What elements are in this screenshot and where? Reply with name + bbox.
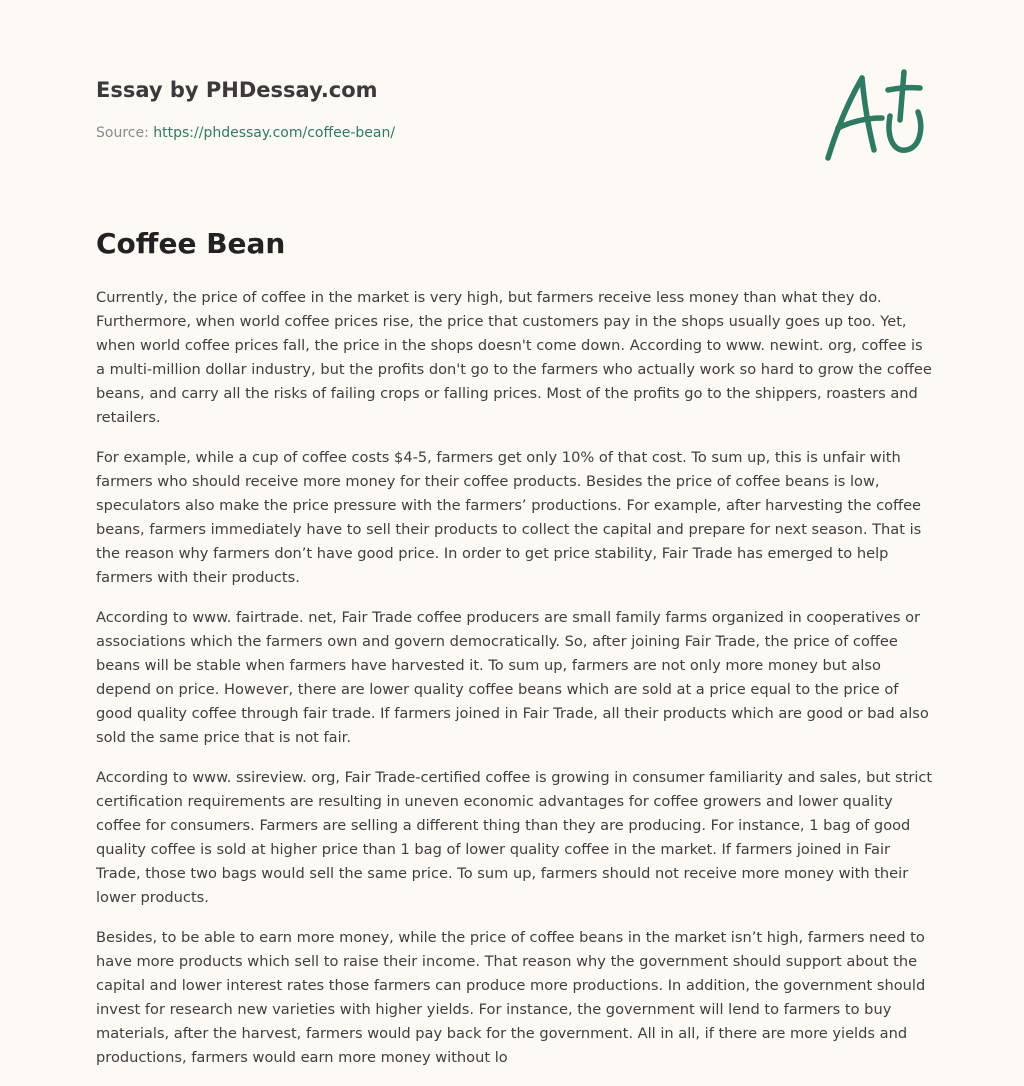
essay-paragraph: For example, while a cup of coffee costs $4-5, farmers get only 10% of that cost. To sum up, this is unfair with farmers who should receive more money for their coffee products. Besides the price of coffee beans is low, speculators also make the price pressure with the farmers’ productions. For example, after harvesting the coffee beans, farmers immediately have to sell their products to collect the capital and prepare for next season. That is the reason why farmers don’t have good price. In order to get price stability, Fair Trade has emerged to help farmers with their products. (96, 449, 922, 586)
a-plus-grade-icon (820, 64, 932, 168)
source-link[interactable]: https://phdessay.com/coffee-bean/ (153, 125, 396, 141)
essay-paragraph: Currently, the price of coffee in the market is very high, but farmers receive less money than what they do. Furthermore, when world coffee prices rise, the price that customers pay in the shops usually goes up too. Yet, when world coffee prices fall, the price in the shops doesn't come down. According to www. newint. org, coffee is a multi-million dollar industry, but the profits don't go to the farmers who actually work so hard to grow the coffee beans, and carry all the risks of failing crops or falling prices. Most of the profits go to the shippers, roasters and retailers. (96, 289, 932, 426)
essay-paragraph: According to www. fairtrade. net, Fair Trade coffee producers are small family farms organized in cooperatives or associations which the farmers own and govern democratically. So, after joining Fair Trade, the price of coffee beans will be stable when farmers have harvested it. To sum up, farmers are not only more money but also depend on price. However, there are lower quality coffee beans which are sold at a price equal to the price of good quality coffee through fair trade. If farmers joined in Fair Trade, all their products which are good or bad also sold the same price that is not fair. (96, 609, 929, 746)
source-line (96, 124, 746, 142)
essay-title: Coffee Bean (96, 227, 286, 260)
essay-paragraph: According to www. ssireview. org, Fair Trade-certified coffee is growing in consumer familiarity and sales, but strict certification requirements are resulting in uneven economic advantages for coffee growers and lower quality coffee for consumers. Farmers are selling a different thing than they are producing. For instance, 1 bag of good quality coffee is sold at higher price than 1 bag of lower quality coffee in the market. If farmers joined in Fair Trade, those two bags would sell the same price. To sum up, farmers should not receive more money with their lower products. (96, 769, 933, 906)
essay-body (96, 286, 934, 1086)
essay-header (96, 76, 746, 142)
site-title: Essay by PHDessay.com (96, 78, 378, 102)
essay-paragraph: Besides, to be able to earn more money, while the price of coffee beans in the market isn’t high, farmers need to have more products which sell to raise their income. That reason why the government should support about the capital and lower interest rates those farmers can produce more productions. In addition, the government should invest for research new varieties with higher yields. For instance, the government will lend to farmers to buy materials, after the harvest, farmers would pay back for the government. All in all, if there are more yields and productions, farmers would earn more money without lo (96, 929, 926, 1066)
source-label: Source: (96, 125, 149, 141)
